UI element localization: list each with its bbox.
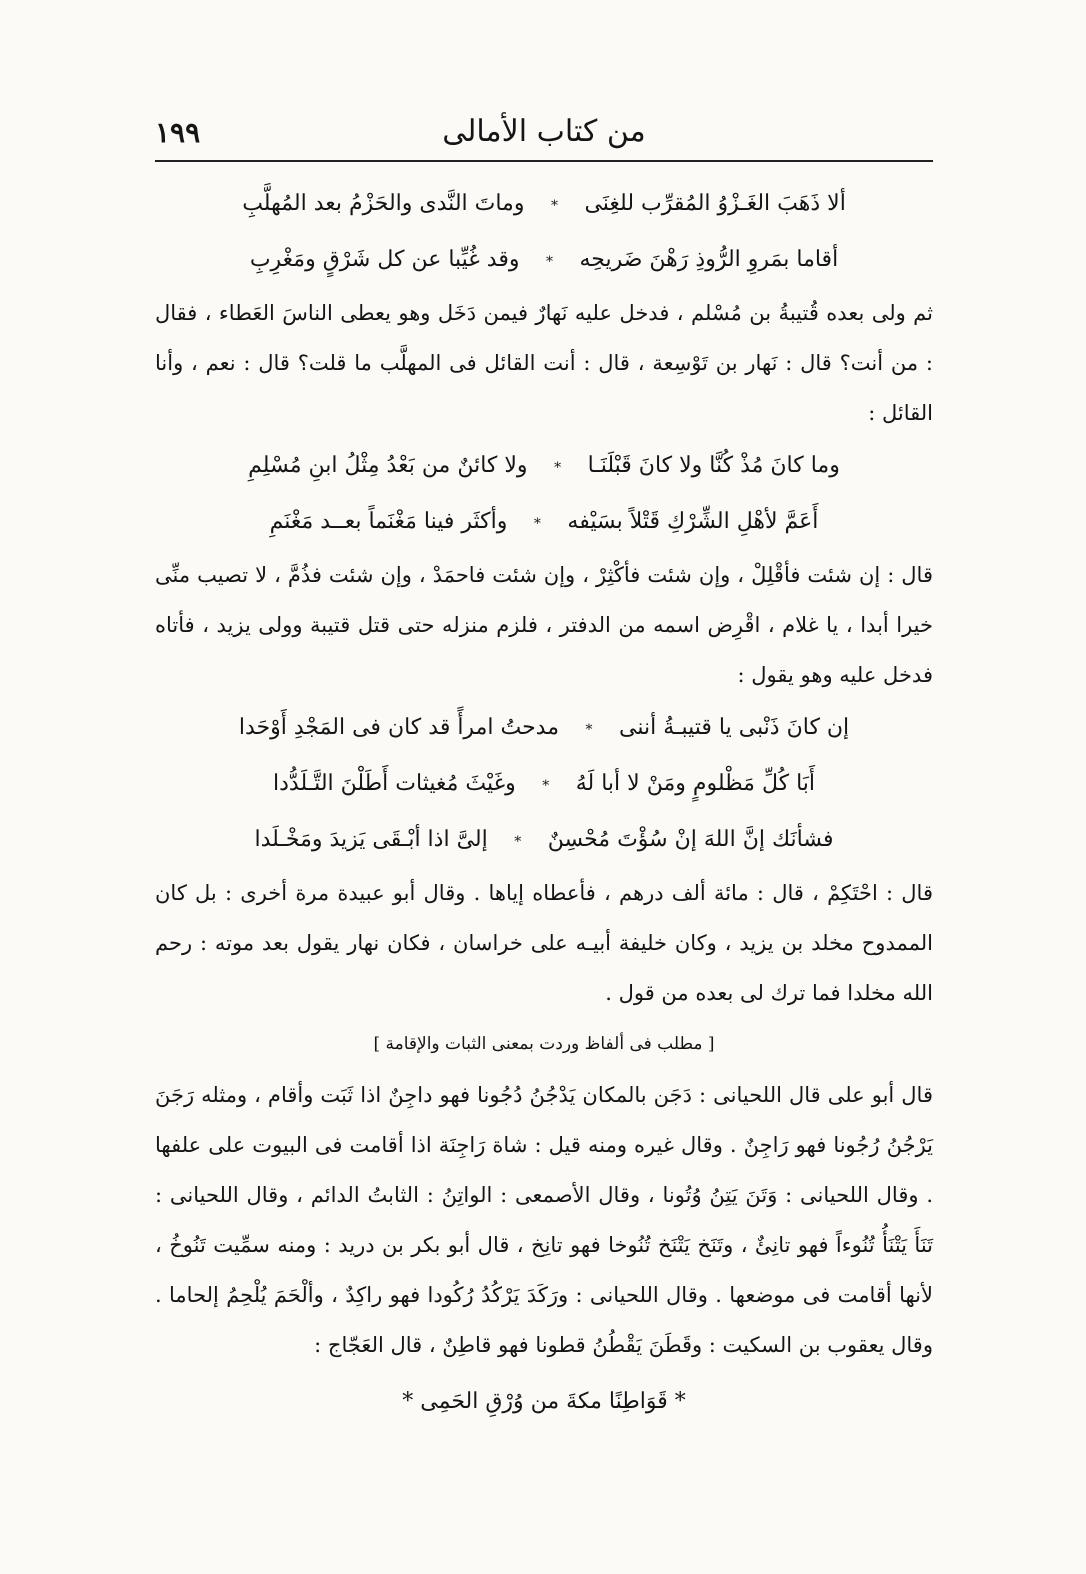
page-body	[155, 176, 933, 1430]
verse-group-3	[155, 700, 933, 868]
paragraph-4: قال أبو على قال اللحيانى : دَجَن بالمكان يَدْجُنُ دُجُونا فهو داجِنٌ اذا ثَبَت وأقام ، ومثله رَجَنَ يَرْجُنُ رُجُونا فهو رَاجِنٌ . وقال غيره ومنه قيل : شاة رَاجِنَة اذا أقامت فى البيوت على علفها . وقال اللحيانى : وَتَنَ يَتِنُ وُتُونا ، وقال الأصمعى : الواتِنُ : الثابتُ الدائم ، وقال اللحيانى : تَنَأَ يَتْنَأُ تُنُوءاً فهو تانِئٌ ، وتَنَخ يَتْنَخ تُنُوخا فهو تانِخ ، قال أبو بكر بن دريد : ومنه سمِّيت تَنُوخُ ، لأنها أقامت فى موضعها . وقال اللحيانى : ورَكَدَ يَرْكُدُ رُكُودا فهو راكِدٌ ، وألْحَمَ يُلْحِمُ إلحاما . وقال يعقوب بن السكيت : وقَطَنَ يَقْطُنُ قطونا فهو قاطِنٌ ، قال العَجّاج :	[155, 1083, 933, 1357]
verse-separator-star: *	[533, 516, 541, 532]
section-note-heading: [ مطلب فى ألفاظ وردت بمعنى الثبات والإقامة ]	[373, 1034, 715, 1054]
page-header	[155, 108, 933, 162]
verse-group-2	[155, 438, 933, 550]
verse-separator-star: *	[514, 834, 522, 850]
verse-second-hemistich: وأكثَر فينا مَغْنَماً بعــد مَغْنَمِ	[269, 509, 508, 534]
verse-line	[155, 494, 933, 550]
verse-second-hemistich: مدحتُ امرأً قد كان فى المَجْدِ أَوْحَدا	[238, 715, 559, 740]
verse-line	[155, 232, 933, 288]
verse-separator-star: *	[546, 254, 553, 270]
verse-second-hemistich: وماتَ النَّدى والحَزْمُ بعد المُهلَّبِ	[242, 191, 525, 216]
verse-second-hemistich: ولا كائنٌ من بَعْدُ مِثْلُ ابنِ مُسْلِمِ	[248, 453, 528, 478]
verse-line	[155, 438, 933, 494]
paragraph-1: ثم ولى بعده قُتيبةُ بن مُسْلم ، فدخل عليه نَهارٌ فيمن دَخَل وهو يعطى الناسَ العَطاء ، فقال : من أنت؟ قال : نَهار بن تَوْسِعة ، قال : أنت القائل فى المهلَّب ما قلت؟ قال : نعم ، وأنا القائل :	[155, 301, 933, 425]
verse-line	[155, 812, 933, 868]
verse-first-hemistich: أَعَمَّ لأهْلِ الشِّرْكِ قَتْلاً بسَيْفه	[567, 509, 819, 534]
final-verse: * قَوَاطِنًا مكةَ من وُرْقِ الحَمِى *	[402, 1389, 686, 1414]
verse-line	[155, 700, 933, 756]
verse-second-hemistich: وقد غُيِّبا عن كل شَرْقٍ ومَغْرِبِ	[249, 247, 520, 272]
paragraph-3: قال : احْتَكِمْ ، قال : مائة ألف درهم ، فأعطاه إياها . وقال أبو عبيدة مرة أخرى : بل كان الممدوح مخلد بن يزيد ، وكان خليفة أبيـه على خراسان ، فكان نهار يقول بعد موته : رحم الله مخلدا فما ترك لى بعده من قول .	[155, 881, 933, 1005]
verse-first-hemistich: وما كانَ مُذْ كُنَّا ولا كانَ قَبْلَنَـا	[587, 453, 840, 478]
verse-first-hemistich: إن كانَ ذَنْبى يا قتيبـةُ أننى	[619, 715, 850, 740]
verse-separator-star: *	[554, 460, 562, 476]
verse-first-hemistich: ألا ذَهَبَ الغَـزْوُ المُقرِّب للغِنَى	[584, 191, 846, 216]
page-number: ١٩٩	[155, 116, 201, 149]
verse-separator-star: *	[585, 722, 593, 738]
running-title: من كتاب الأمالى	[442, 114, 646, 149]
verse-first-hemistich: أقاما بمَروِ الرُّوذِ رَهْنَ ضَريحِه	[579, 247, 839, 272]
verse-first-hemistich: فشأنَك إنَّ اللهَ إنْ سُؤْتَ مُحْسِنٌ	[547, 827, 834, 852]
verse-separator-star: *	[542, 778, 550, 794]
paragraph-2: قال : إن شئت فأقْلِلْ ، وإن شئت فأكْثِرْ ، وإن شئت فاحمَدْ ، وإن شئت فذُمَّ ، لا تصيب منِّى خيرا أبدا ، يا غلام ، اقْرِض اسمه من الدفتر ، فلزم منزله حتى قتل قتيبة وولى يزيد ، فأتاه فدخل عليه وهو يقول :	[155, 563, 933, 687]
verse-line	[155, 176, 933, 232]
verse-line	[155, 756, 933, 812]
verse-first-hemistich: أَبَا كُلِّ مَظْلومٍ ومَنْ لا أبا لَهُ	[575, 771, 816, 796]
verse-second-hemistich: وغَيْثَ مُغيثات أَطَلْنَ التَّـلَدُّدا	[273, 771, 516, 796]
verse-group-1	[155, 176, 933, 288]
verse-second-hemistich: إلىَّ اذا أبْـقَى يَزيدَ ومَخْـلَدا	[254, 827, 488, 852]
verse-separator-star: *	[550, 198, 558, 214]
